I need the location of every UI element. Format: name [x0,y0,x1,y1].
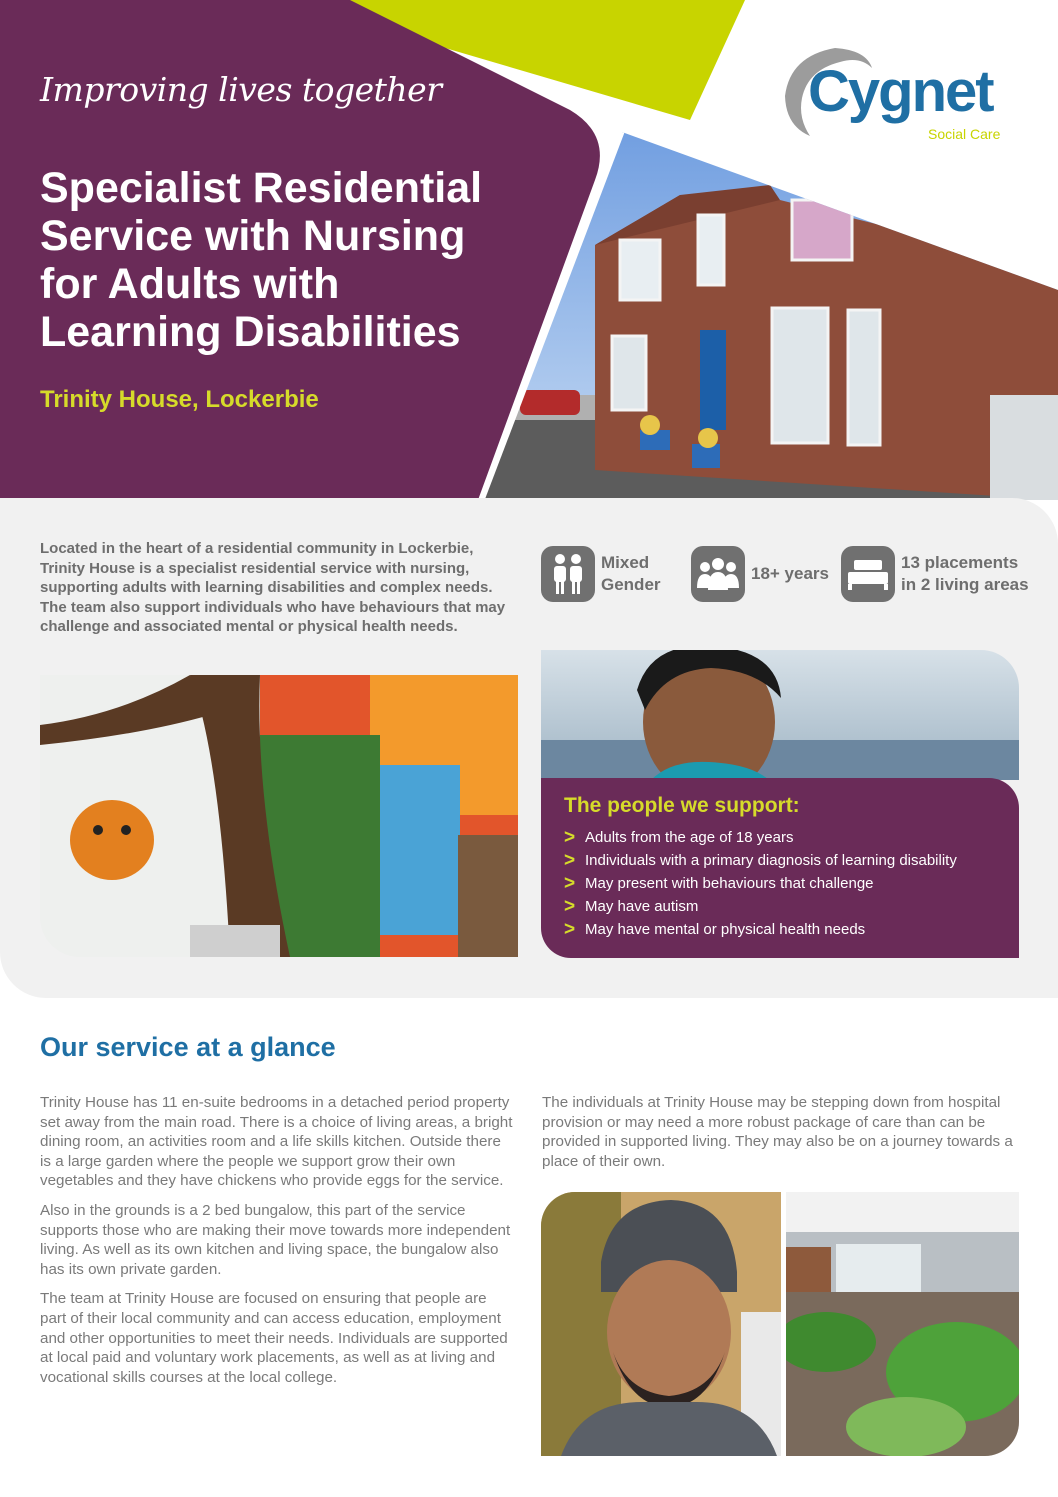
paragraph: Trinity House has 11 en-suite bedrooms in a detached period property set away from the main road. There is a choice of living areas, a bright dining room, an activities room and a life skills kitchen. Outside there is a large garden where the people we support grow their own vegetables and they have chickens who provide eggs for the service. [40,1094,513,1190]
stat-line: 18+ years [751,564,829,583]
bed-icon [841,546,895,602]
section-heading: Our service at a glance [40,1032,336,1062]
stat-line: Gender [601,575,661,594]
tagline: Improving lives together [40,70,442,109]
support-title: The people we support: [564,794,800,817]
paragraph: The individuals at Trinity House may be stepping down from hospital provision or may need a more robust package of care than can be provided in supported living. They may also be on a journey towards a place of their own. [542,1094,1013,1170]
chevron-right-icon: > [564,896,576,917]
chevron-right-icon: > [564,919,576,940]
chevron-right-icon: > [564,827,576,848]
stat-line: Mixed [601,553,650,572]
logo-subtitle: Social Care [928,126,1001,142]
list-item-text: May present with behaviours that challenge [585,875,874,892]
stat-line: in 2 living areas [901,575,1029,594]
list-item-text: Adults from the age of 18 years [585,829,794,846]
list-item-text: May have mental or physical health needs [585,921,866,938]
list-item [564,895,957,918]
paragraph: The team at Trinity House are focused on ensuring that people are part of their local community and can access education, employment and other opportunities to meet their needs. Individuals are supported at local paid and voluntary work placements, as well as at living and vocational skills courses at the local college. [40,1290,508,1386]
chevron-right-icon: > [564,873,576,894]
intro-text: Located in the heart of a residential community in Lockerbie, Trinity House is a specialist residential service with nursing, supporting adults with learning disabilities and complex needs. The team also support individuals who have behaviours that may challenge and associated mental or physical health needs. [40,540,506,636]
support-list [564,826,957,941]
man-portrait-photo [541,1192,781,1456]
page-title: Specialist Residential Service with Nursing for Adults with Learning Disabilities [40,164,483,356]
list-item [564,918,957,941]
location-subtitle: Trinity House, Lockerbie [40,386,319,413]
mural-photo [40,675,518,957]
stat-line: 13 placements [901,553,1019,572]
glance-column-right [542,1093,1018,1171]
woman-portrait-photo [541,650,1019,780]
stat-placements [841,545,1029,603]
list-item-text: Individuals with a primary diagnosis of learning disability [585,852,957,869]
people-icon [541,546,595,602]
glance-column-left [40,1093,516,1397]
list-item [564,849,957,872]
chevron-right-icon: > [564,850,576,871]
stat-age [691,545,829,603]
cygnet-logo [780,38,1030,148]
list-item [564,826,957,849]
people-we-support-box [541,778,1019,958]
list-item-text: May have autism [585,898,699,915]
group-icon [691,546,745,602]
paragraph: Also in the grounds is a 2 bed bungalow, this part of the service supports those who are making their move towards more independent living. As well as its own kitchen and living space, the bungalow also has its own private garden. [40,1201,511,1278]
logo-wordmark: Cygnet [808,59,993,124]
hero-banner [0,0,1058,500]
garden-photo [786,1192,1019,1456]
stat-gender [541,545,661,603]
list-item [564,872,957,895]
